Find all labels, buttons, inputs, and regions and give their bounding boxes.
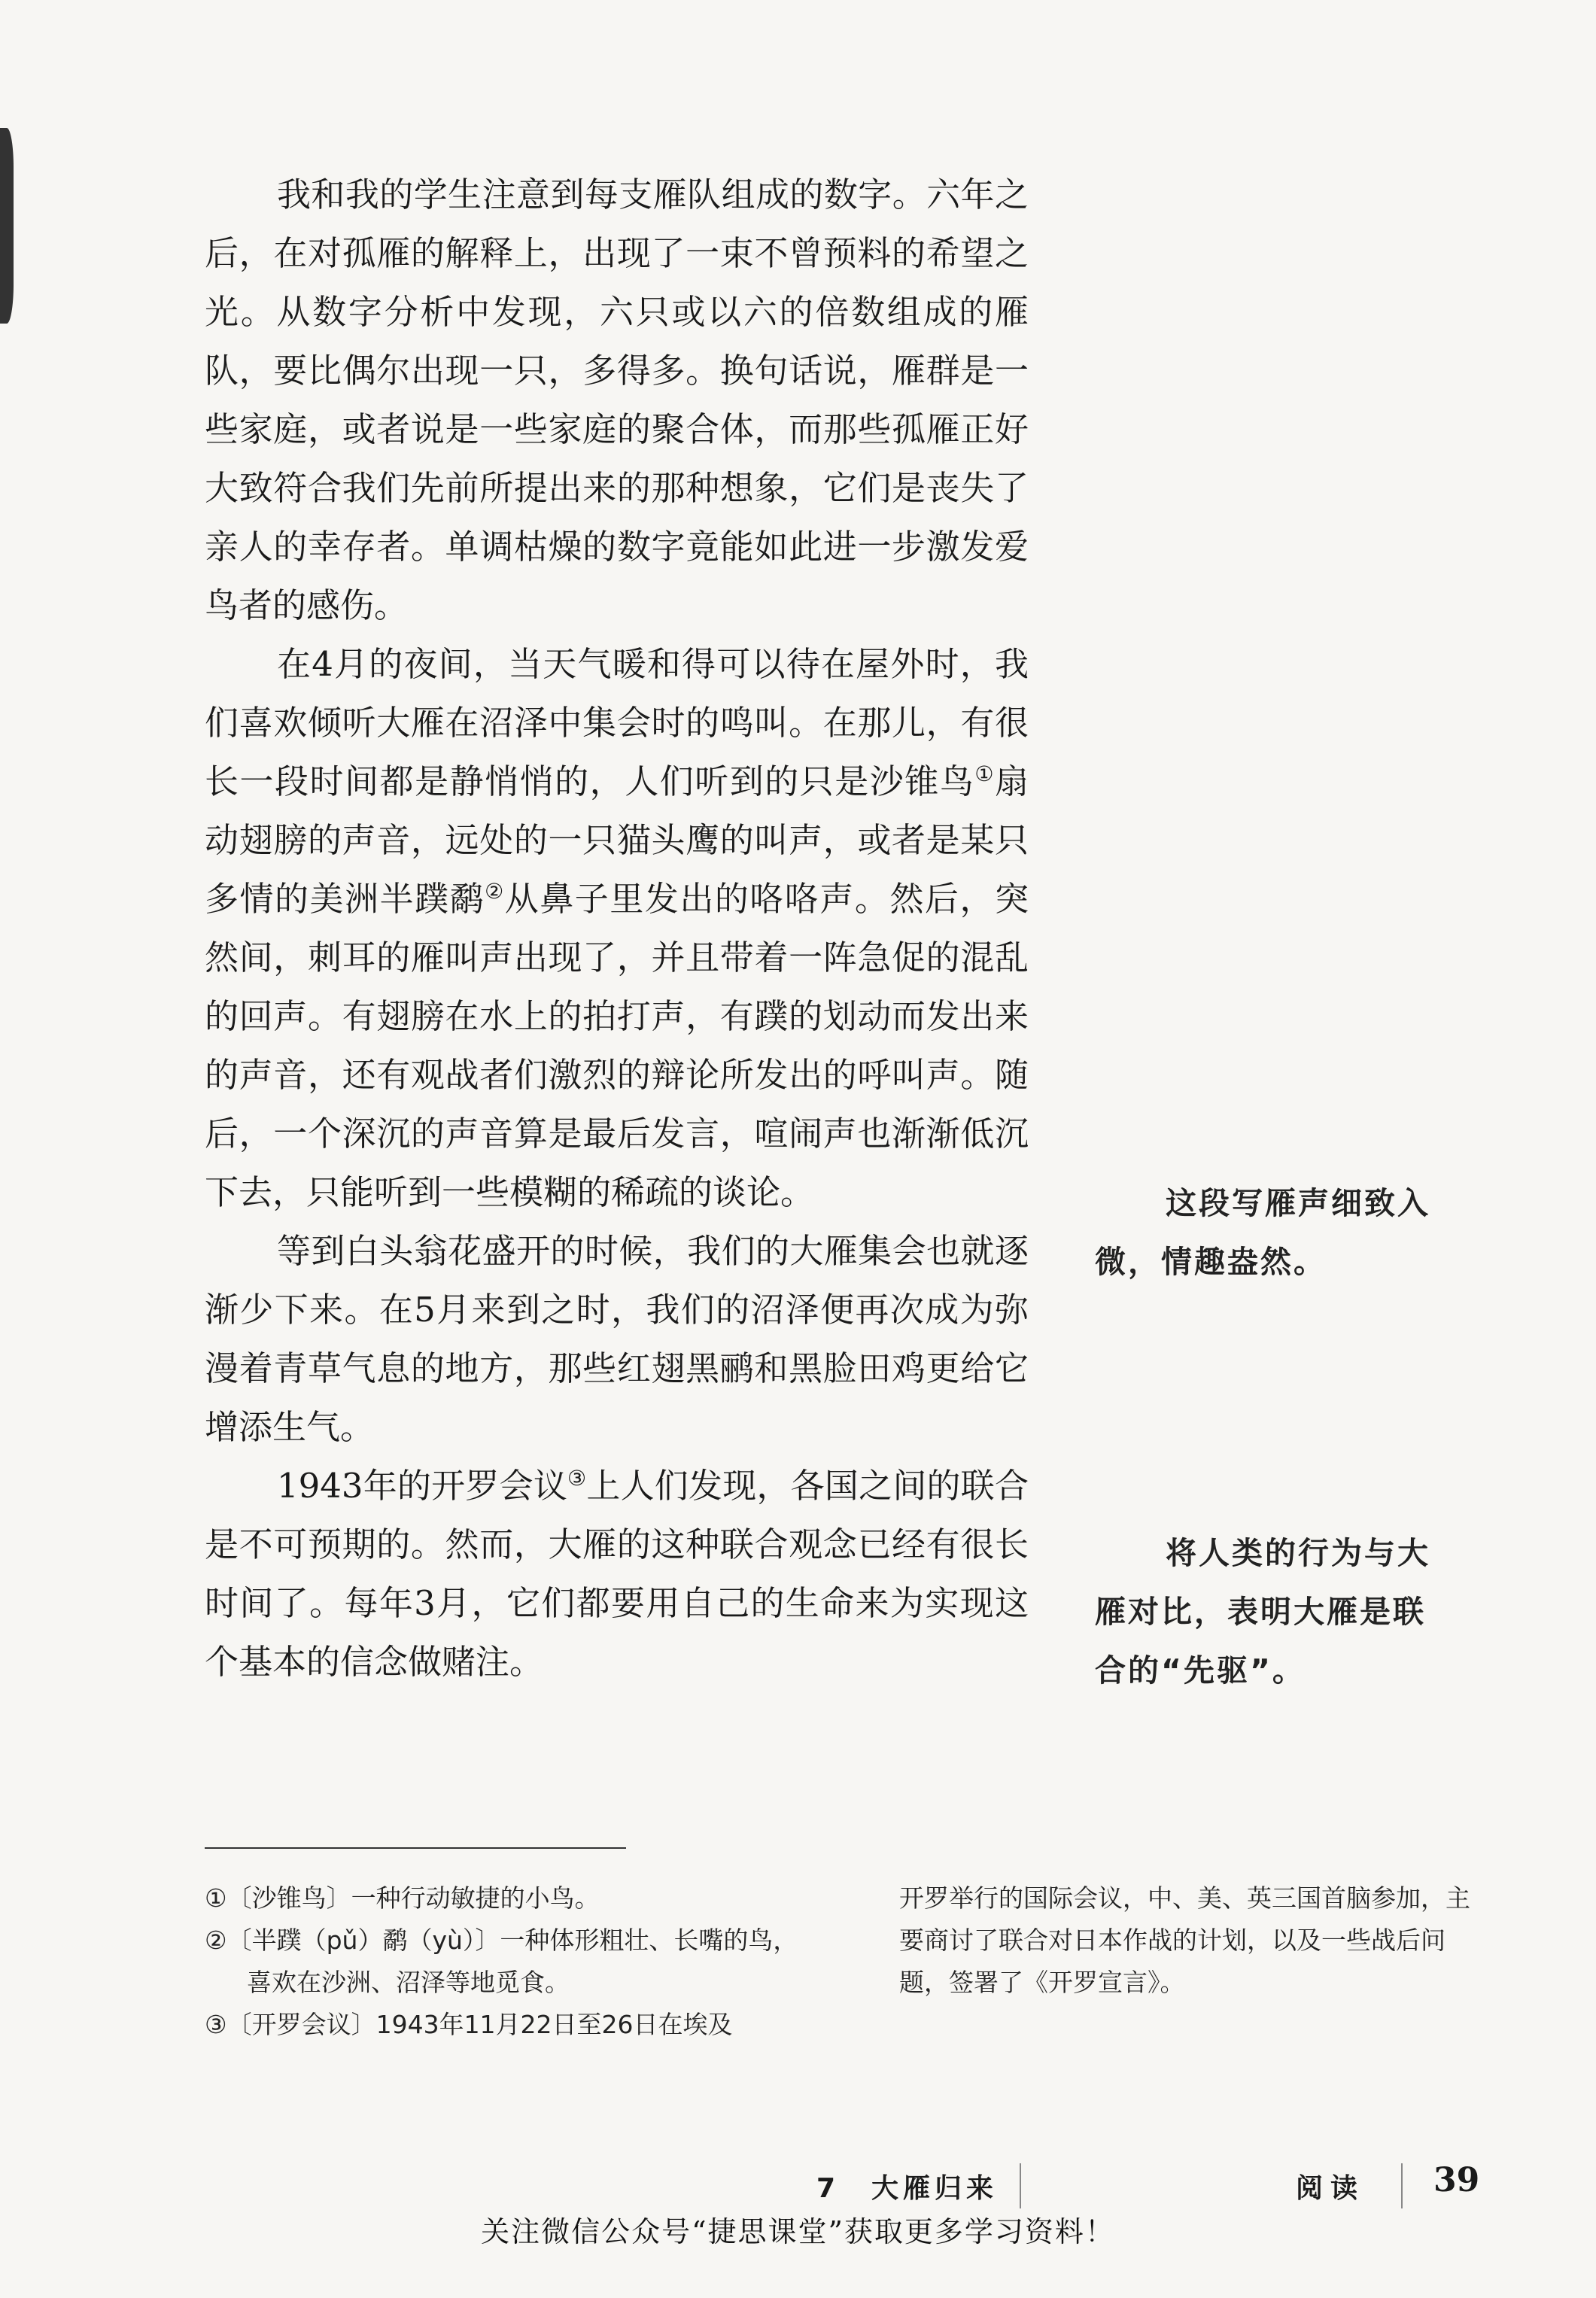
side-note-2: 将人类的行为与大 雁对比，表明大雁是联 合的“先驱”。 [1095,1535,1430,1689]
page-edge-shadow [0,128,14,324]
footnote-3-continued: 开罗举行的国际会议，中、美、英三国首脑参加，主要商讨了联合对日本作战的计划，以及一些战后问题，签署了《开罗宣言》。 [899,1883,1470,1997]
watermark-text: 关注微信公众号“捷思课堂”获取更多学习资料！ [481,2215,1115,2248]
paragraph-3: 等到白头翁花盛开的时候，我们的大雁集会也就逐渐少下来。在5月来到之时，我们的沼泽便再次成为弥漫着青草气息的地方，那些红翅黑鹂和黑脸田鸡更给它增添生气。 [205,1231,1029,1447]
footer-divider-1 [1020,2163,1021,2208]
footnote-1: ①〔沙锥鸟〕一种行动敏捷的小鸟。 [205,1883,600,1913]
footnote-ref-2[interactable]: ② [485,879,505,904]
footer-lesson-title: 7 大雁归来 [816,2173,999,2204]
page-number: 39 [1433,2161,1480,2199]
footnotes-left [205,1877,822,2046]
footnote-divider [205,1847,626,1849]
side-note-1: 这段写雁声细致入 微，情趣盎然。 [1095,1185,1430,1280]
footnote-2: ②〔半蹼（pǔ）鹬（yù）〕一种体形粗壮、长嘴的鸟，喜欢在沙洲、沼泽等地觅食。 [205,1926,798,1997]
footnote-ref-1[interactable]: ① [974,761,995,786]
paragraph-1: 我和我的学生注意到每支雁队组成的数字。六年之后，在对孤雁的解释上，出现了一束不曾预料的希望之光。从数字分析中发现，六只或以六的倍数组成的雁队，要比偶尔出现一只，多得多。换句话说，雁群是一些家庭，或者说是一些家庭的聚合体，而那些孤雁正好大致符合我们先前所提出来的那种想象，它们是丧失了亲人的幸存者。单调枯燥的数字竟能如此进一步激发爱鸟者的感伤。 [205,175,1029,625]
footnote-ref-3[interactable]: ③ [567,1466,587,1491]
main-text [205,166,1029,1692]
paragraph-4: 1943年的开罗会议③上人们发现，各国之间的联合是不可预期的。然而，大雁的这种联合观念已经有很长时间了。每年3月，它们都要用自己的生命来为实现这个基本的信念做赌注。 [205,1466,1029,1682]
paragraph-2: 在4月的夜间，当天气暖和得可以待在屋外时，我们喜欢倾听大雁在沼泽中集会时的鸣叫。在那儿，有很长一段时间都是静悄悄的，人们听到的只是沙锥鸟①扇动翅膀的声音，远处的一只猫头鹰的叫声，或者是某只多情的美洲半蹼鹬②从鼻子里发出的咯咯声。然后，突然间，刺耳的雁叫声出现了，并且带着一阵急促的混乱的回声。有翅膀在水上的拍打声，有蹼的划动而发出来的声音，还有观战者们激烈的辩论所发出的呼叫声。随后，一个深沉的声音算是最后发言，喧闹声也渐渐低沉下去，只能听到一些模糊的稀疏的谈论。 [205,644,1029,1212]
footer-section-label: 阅读 [1296,2173,1366,2204]
footnote-3: ③〔开罗会议〕1943年11月22日至26日在埃及 [205,2010,733,2039]
footer-divider-2 [1401,2163,1403,2208]
